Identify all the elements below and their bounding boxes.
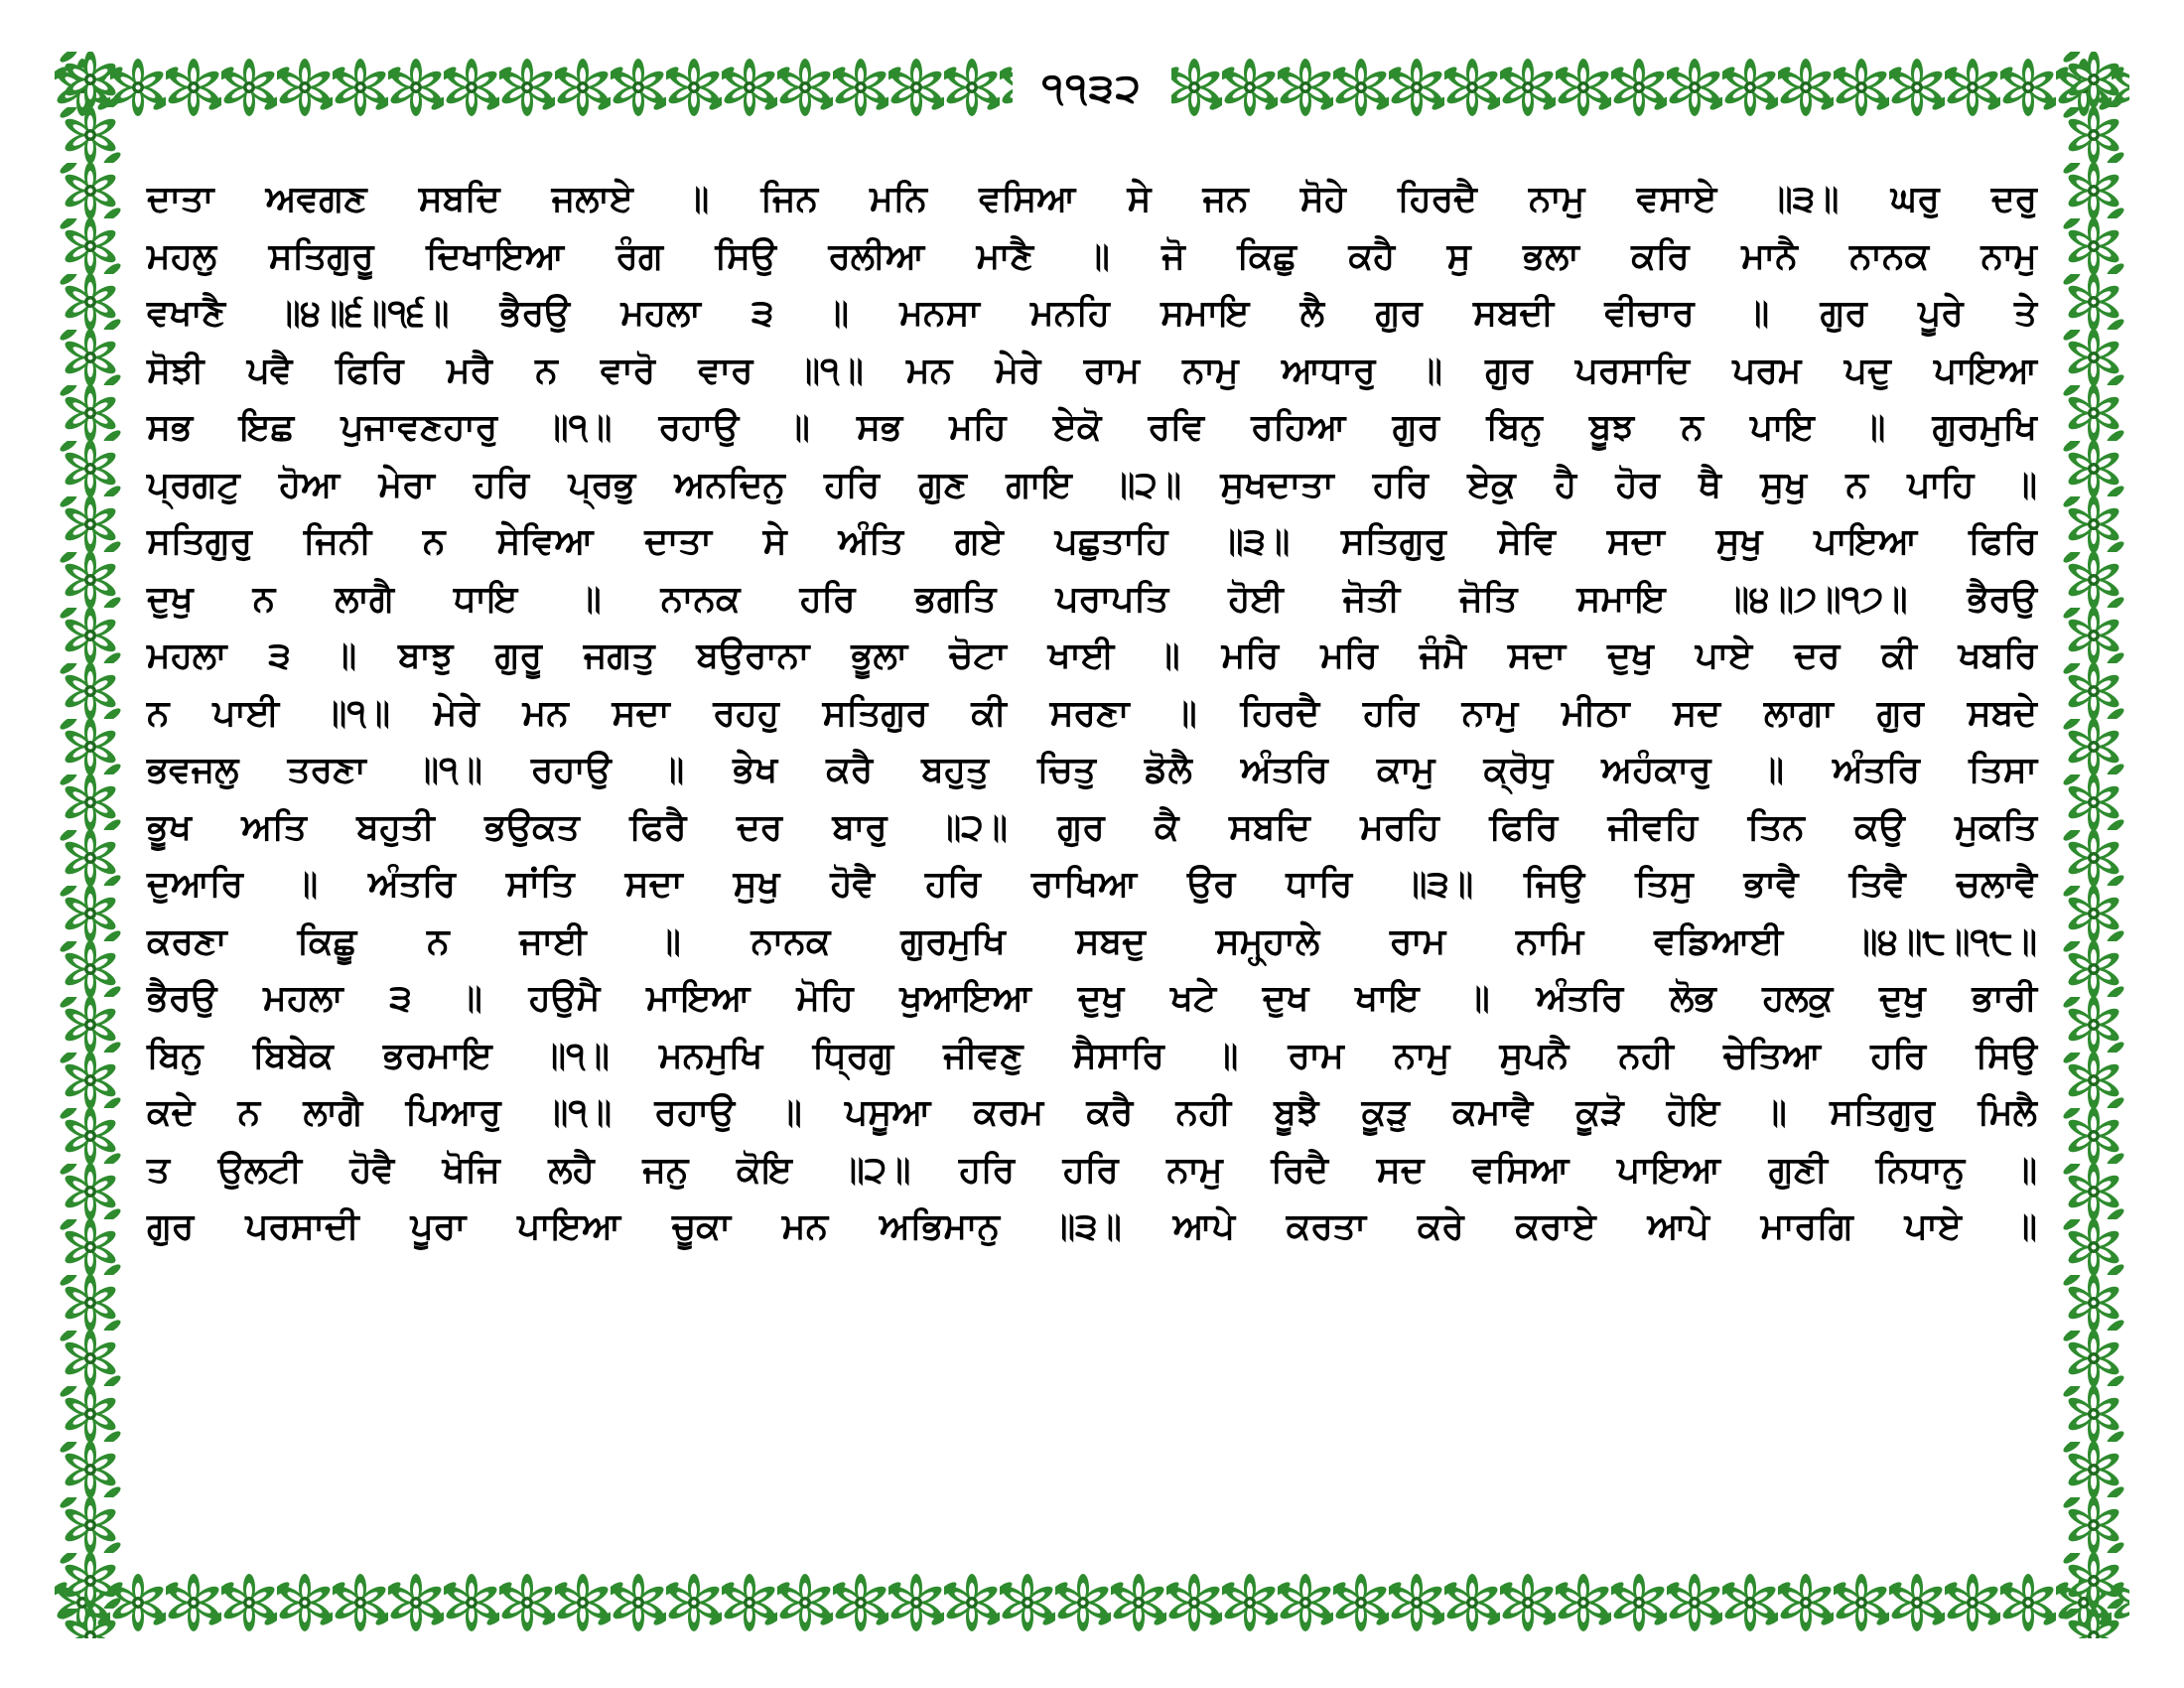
text-line: ਭਵਜਲੁ ਤਰਣਾ ॥੧॥ ਰਹਾਉ ॥ ਭੇਖ ਕਰੈ ਬਹੁਤੁ ਚਿਤੁ ਡੋਲੈ ਅੰਤਰਿ ਕਾਮੁ ਕ੍ਰੋਧੁ ਅਹੰਕਾਰੁ ॥ ਅੰਤਰਿ ਤਿਸਾ (147, 750, 2037, 790)
text-line: ਵਖਾਣੈ ॥੪॥੬॥੧੬॥ ਭੈਰਉ ਮਹਲਾ ੩ ॥ ਮਨਸਾ ਮਨਹਿ ਸਮਾਇ ਲੈ ਗੁਰ ਸਬਦੀ ਵੀਚਾਰ ॥ ਗੁਰ ਪੂਰੇ ਤੇ (147, 293, 2037, 334)
text-line: ਤ ਉਲਟੀ ਹੋਵੈ ਖੋਜਿ ਲਹੈ ਜਨੁ ਕੋਇ ॥੨॥ ਹਰਿ ਹਰਿ ਨਾਮੁ ਰਿਦੈ ਸਦ ਵਸਿਆ ਪਾਇਆ ਗੁਣੀ ਨਿਧਾਨੁ ॥ (147, 1149, 2037, 1191)
page-number: ੧੧੩੨ (1041, 66, 1143, 111)
text-line: ਮਹਲੁ ਸਤਿਗੁਰੂ ਦਿਖਾਇਆ ਰੰਗ ਸਿਉ ਰਲੀਆ ਮਾਣੈ ॥ ਜੋ ਕਿਛੁ ਕਹੈ ਸੁ ਭਲਾ ਕਰਿ ਮਾਨੈ ਨਾਨਕ ਨਾਮੁ (147, 235, 2037, 277)
text-line: ਸੋਝੀ ਪਵੈ ਫਿਰਿ ਮਰੈ ਨ ਵਾਰੋ ਵਾਰ ॥੧॥ ਮਨ ਮੇਰੇ ਰਾਮ ਨਾਮੁ ਆਧਾਰੁ ॥ ਗੁਰ ਪਰਸਾਦਿ ਪਰਮ ਪਦੁ ਪਾਇਆ (147, 350, 2037, 391)
text-line: ਪ੍ਰਗਟੁ ਹੋਆ ਮੇਰਾ ਹਰਿ ਪ੍ਰਭੁ ਅਨਦਿਨੁ ਹਰਿ ਗੁਣ ਗਾਇ ॥੨॥ ਸੁਖਦਾਤਾ ਹਰਿ ਏਕੁ ਹੈ ਹੋਰ ਥੈ ਸੁਖੁ ਨ ਪਾਹਿ ॥ (147, 464, 2037, 505)
text-line: ਮਹਲਾ ੩ ॥ ਬਾਝੁ ਗੁਰੂ ਜਗਤੁ ਬਉਰਾਨਾ ਭੂਲਾ ਚੋਟਾ ਖਾਈ ॥ ਮਰਿ ਮਰਿ ਜੰਮੈ ਸਦਾ ਦੁਖੁ ਪਾਏ ਦਰ ਕੀ ਖਬਰਿ (147, 635, 2037, 676)
scripture-text (147, 171, 2037, 1256)
text-line: ਦੁਖੁ ਨ ਲਾਗੈ ਧਾਇ ॥ ਨਾਨਕ ਹਰਿ ਭਗਤਿ ਪਰਾਪਤਿ ਹੋਈ ਜੋਤੀ ਜੋਤਿ ਸਮਾਇ ॥੪॥੭॥੧੭॥ ਭੈਰਉ (147, 578, 2037, 620)
text-line: ਕਰਣਾ ਕਿਛੂ ਨ ਜਾਈ ॥ ਨਾਨਕ ਗੁਰਮੁਖਿ ਸਬਦੁ ਸਮ੍ਹ੍ਹਾਲੇ ਰਾਮ ਨਾਮਿ ਵਡਿਆਈ ॥੪॥੮॥੧੮॥ (147, 920, 2037, 962)
flower-vine-icon (55, 52, 126, 1638)
text-line: ਸਭ ਇਛ ਪੁਜਾਵਣਹਾਰੁ ॥੧॥ ਰਹਾਉ ॥ ਸਭ ਮਹਿ ਏਕੋ ਰਵਿ ਰਹਿਆ ਗੁਰ ਬਿਨੁ ਬੂਝ ਨ ਪਾਇ ॥ ਗੁਰਮੁਖਿ (147, 407, 2037, 448)
text-line: ਦੁਆਰਿ ॥ ਅੰਤਰਿ ਸਾਂਤਿ ਸਦਾ ਸੁਖੁ ਹੋਵੈ ਹਰਿ ਰਾਖਿਆ ਉਰ ਧਾਰਿ ॥੩॥ ਜਿਉ ਤਿਸੁ ਭਾਵੈ ਤਿਵੈ ਚਲਾਵੈ (147, 864, 2037, 905)
text-line: ਸਤਿਗੁਰੁ ਜਿਨੀ ਨ ਸੇਵਿਆ ਦਾਤਾ ਸੇ ਅੰਤਿ ਗਏ ਪਛੁਤਾਹਿ ॥੩॥ ਸਤਿਗੁਰੁ ਸੇਵਿ ਸਦਾ ਸੁਖੁ ਪਾਇਆ ਫਿਰਿ (147, 521, 2037, 562)
text-line: ਗੁਰ ਪਰਸਾਦੀ ਪੂਰਾ ਪਾਇਆ ਚੂਕਾ ਮਨ ਅਭਿਮਾਨੁ ॥੩॥ ਆਪੇ ਕਰਤਾ ਕਰੇ ਕਰਾਏ ਆਪੇ ਮਾਰਗਿ ਪਾਏ ॥ (147, 1206, 2037, 1247)
text-line: ਦਾਤਾ ਅਵਗਣ ਸਬਦਿ ਜਲਾਏ ॥ ਜਿਨ ਮਨਿ ਵਸਿਆ ਸੇ ਜਨ ਸੋਹੇ ਹਿਰਦੈ ਨਾਮੁ ਵਸਾਏ ॥੩॥ ਘਰੁ ਦਰੁ (147, 179, 2037, 219)
text-line: ਕਦੇ ਨ ਲਾਗੈ ਪਿਆਰੁ ॥੧॥ ਰਹਾਉ ॥ ਪਸੂਆ ਕਰਮ ਕਰੈ ਨਹੀ ਬੂਝੈ ਕੂੜੁ ਕਮਾਵੈ ਕੂੜੋ ਹੋਇ ॥ ਸਤਿਗੁਰੁ ਮਿਲੈ (147, 1092, 2037, 1133)
text-line: ਭੈਰਉ ਮਹਲਾ ੩ ॥ ਹਉਮੈ ਮਾਇਆ ਮੋਹਿ ਖੁਆਇਆ ਦੁਖੁ ਖਟੇ ਦੁਖ ਖਾਇ ॥ ਅੰਤਰਿ ਲੋਭ ਹਲਕੁ ਦੁਖੁ ਭਾਰੀ (147, 978, 2037, 1019)
text-line: ਭੂਖ ਅਤਿ ਬਹੁਤੀ ਭਉਕਤ ਫਿਰੈ ਦਰ ਬਾਰੁ ॥੨॥ ਗੁਰ ਕੈ ਸਬਦਿ ਮਰਹਿ ਫਿਰਿ ਜੀਵਹਿ ਤਿਨ ਕਉ ਮੁਕਤਿ (147, 806, 2037, 848)
text-line: ਬਿਨੁ ਬਿਬੇਕ ਭਰਮਾਇ ॥੧॥ ਮਨਮੁਖਿ ਧ੍ਰਿਗੁ ਜੀਵਣੁ ਸੈਸਾਰਿ ॥ ਰਾਮ ਨਾਮੁ ਸੁਪਨੈ ਨਹੀ ਚੇਤਿਆ ਹਰਿ ਸਿਉ (147, 1035, 2037, 1076)
flower-vine-icon (55, 1567, 2129, 1638)
page-number-container (1013, 58, 1171, 119)
flower-vine-icon (2058, 52, 2129, 1638)
text-line: ਨ ਪਾਈ ॥੧॥ ਮੇਰੇ ਮਨ ਸਦਾ ਰਹਹੁ ਸਤਿਗੁਰ ਕੀ ਸਰਣਾ ॥ ਹਿਰਦੈ ਹਰਿ ਨਾਮੁ ਮੀਠਾ ਸਦ ਲਾਗਾ ਗੁਰ ਸਬਦੇ (147, 692, 2037, 734)
